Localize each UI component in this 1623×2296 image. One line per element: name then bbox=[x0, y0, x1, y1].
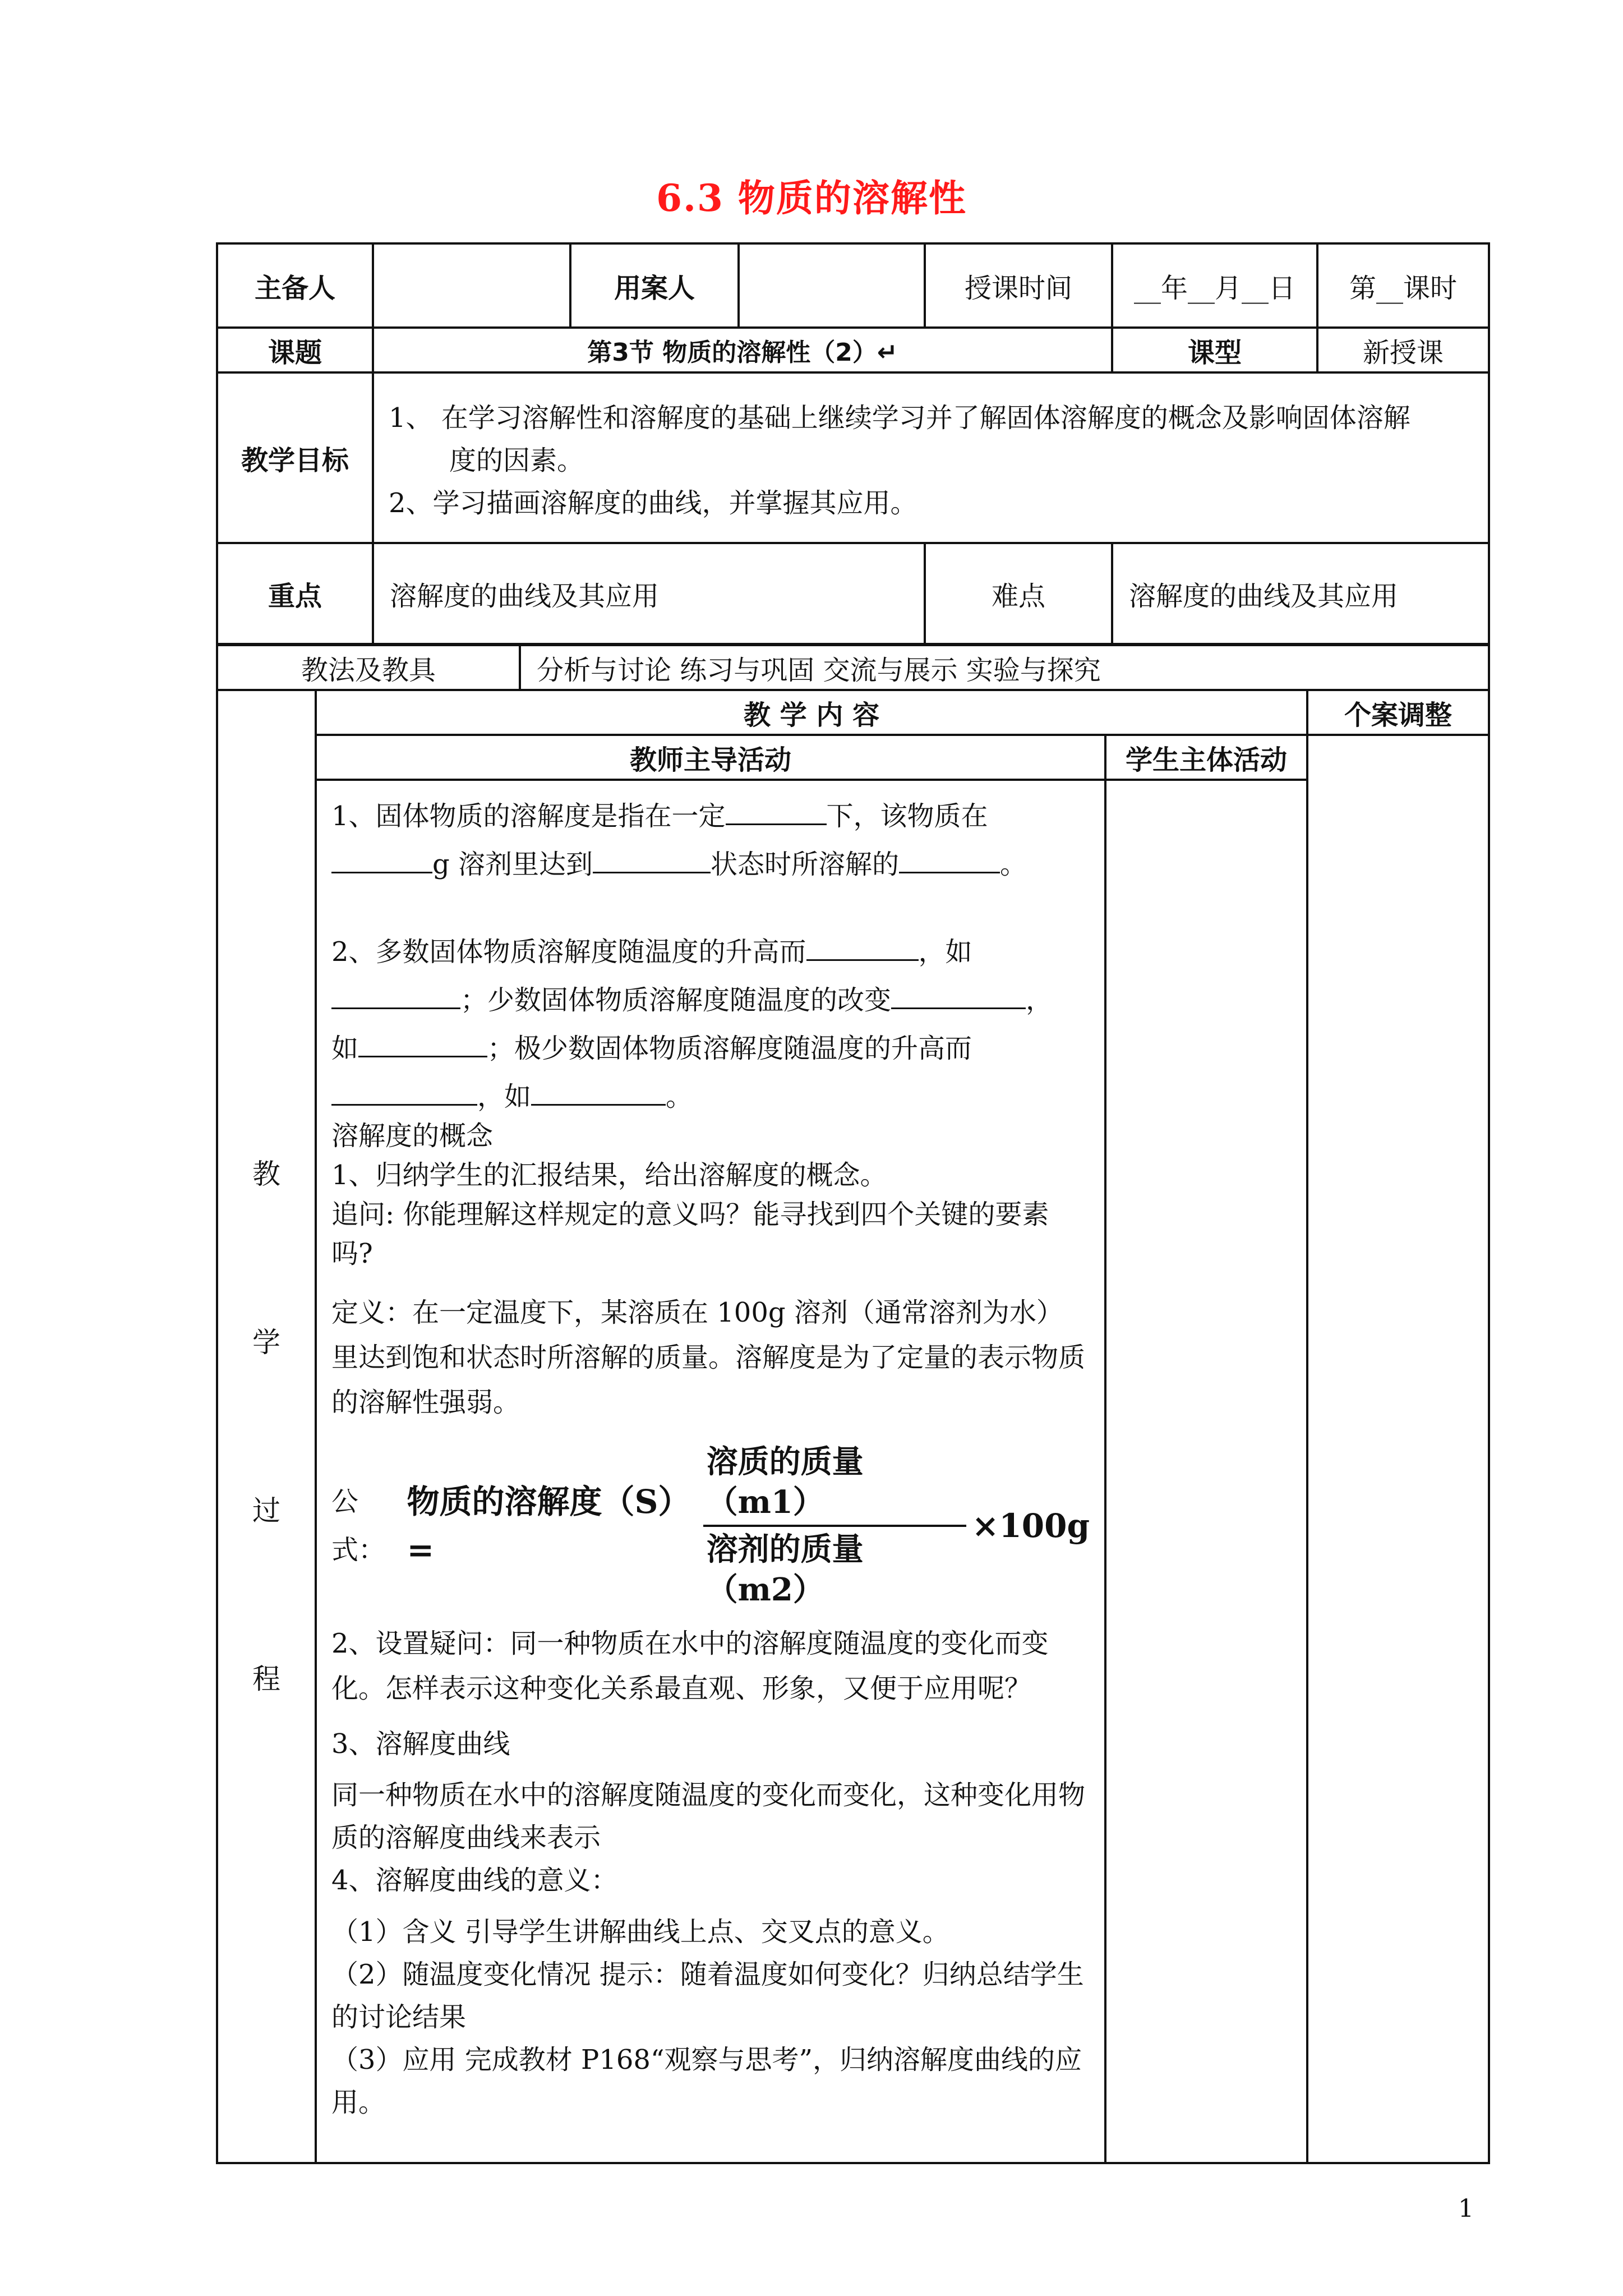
step-3-title: 3、溶解度曲线 bbox=[331, 1728, 510, 1760]
adjust-cell bbox=[1307, 735, 1489, 2163]
teacher-activity-content bbox=[316, 780, 1105, 2163]
methods-table bbox=[216, 644, 1490, 691]
goals-content bbox=[373, 372, 1489, 543]
lesson-type-value: 新授课 bbox=[1317, 328, 1489, 372]
question-1-cont: g 溶剂里达到 状态时所溶解的 。 bbox=[331, 840, 1090, 889]
difficulty-value: 溶解度的曲线及其应用 bbox=[1112, 543, 1489, 644]
page-number: 1 bbox=[1458, 2194, 1474, 2223]
period-value: 第__课时 bbox=[1317, 243, 1489, 328]
process-side-label bbox=[217, 690, 316, 2163]
question-2-cont-2: 如 ；极少数固体物质溶解度随温度的升高而 bbox=[331, 1024, 1090, 1073]
user-value bbox=[739, 243, 925, 328]
solubility-formula bbox=[331, 1442, 1090, 1610]
methods-label: 教法及教具 bbox=[217, 645, 520, 690]
goal-line-1-cont: 度的因素。 bbox=[449, 445, 584, 476]
side-char-4: 程 bbox=[252, 1663, 280, 1695]
lesson-info-table bbox=[216, 242, 1490, 645]
student-activity-content bbox=[1105, 780, 1307, 2163]
side-char-3: 过 bbox=[252, 1494, 280, 1527]
question-2: 2、多数固体物质溶解度随温度的升高而 ，如 bbox=[331, 928, 1090, 976]
teacher-activity-header: 教师主导活动 bbox=[316, 735, 1105, 780]
goal-line-2: 2、学习描画溶解度的曲线，并掌握其应用。 bbox=[389, 487, 917, 519]
key-point-value: 溶解度的曲线及其应用 bbox=[373, 543, 925, 644]
formula-numerator: 溶质的质量（m1） bbox=[703, 1442, 966, 1527]
adjust-header: 个案调整 bbox=[1307, 690, 1489, 735]
methods-value: 分析与讨论 练习与巩固 交流与展示 实验与探究 bbox=[520, 645, 1489, 690]
step-2-question: 2、设置疑问：同一种物质在水中的溶解度随温度的变化而变化。怎样表示这种变化关系最直观、形象，又便于应用呢？ bbox=[331, 1628, 1049, 1704]
formula-denominator: 溶剂的质量（m2） bbox=[706, 1531, 864, 1608]
teaching-process-table bbox=[216, 689, 1490, 2164]
formula-rhs: ×100g bbox=[971, 1507, 1090, 1545]
question-2-cont-3: ，如 。 bbox=[331, 1073, 1090, 1116]
formula-label: 公式： bbox=[331, 1486, 386, 1566]
meaning-1: （1）含义 引导学生讲解曲线上点、交叉点的意义。 bbox=[331, 1916, 949, 1948]
step-4-title: 4、溶解度曲线的意义： bbox=[331, 1865, 618, 1896]
side-char-2: 学 bbox=[252, 1326, 280, 1359]
preparer-label: 主备人 bbox=[217, 243, 373, 328]
step-3-text: 同一种物质在水中的溶解度随温度的变化而变化，这种变化用物质的溶解度曲线来表示 bbox=[331, 1779, 1086, 1853]
student-activity-header: 学生主体活动 bbox=[1105, 735, 1307, 780]
side-char-1: 教 bbox=[252, 1158, 280, 1190]
formula-fraction bbox=[703, 1442, 966, 1610]
question-2-cont: ；少数固体物质溶解度随温度的改变 ， bbox=[331, 976, 1090, 1024]
meaning-2: （2）随温度变化情况 提示：随着温度如何变化？归纳总结学生的讨论结果 bbox=[331, 1959, 1084, 2033]
topic-label: 课题 bbox=[217, 328, 373, 372]
preparer-value bbox=[373, 243, 570, 328]
question-1: 1、固体物质的溶解度是指在一定 下，该物质在 bbox=[331, 792, 1090, 840]
user-label: 用案人 bbox=[570, 243, 739, 328]
content-header: 教 学 内 容 bbox=[316, 690, 1307, 735]
concept-followup: 追问: 你能理解这样规定的意义吗？能寻找到四个关键的要素吗? bbox=[331, 1199, 1049, 1269]
definition: 定义：在一定温度下，某溶质在 100g 溶剂（通常溶剂为水）里达到饱和状态时所溶解的质量。溶解度是为了定量的表示物质的溶解性强弱。 bbox=[331, 1297, 1086, 1418]
goals-label: 教学目标 bbox=[217, 372, 373, 543]
key-point-label: 重点 bbox=[217, 543, 373, 644]
time-label: 授课时间 bbox=[925, 243, 1112, 328]
formula-lhs: 物质的溶解度（S）= bbox=[407, 1483, 691, 1569]
goal-line-1: 1、 在学习溶解性和溶解度的基础上继续学习并了解固体溶解度的概念及影响固体溶解 bbox=[389, 402, 1410, 434]
page-title: 6.3 物质的溶解性 bbox=[656, 176, 967, 220]
topic-value: 第3节 物质的溶解性（2）↵ bbox=[373, 328, 1112, 372]
concept-step-1: 1、归纳学生的汇报结果，给出溶解度的概念。 bbox=[331, 1159, 887, 1191]
concept-title: 溶解度的概念 bbox=[331, 1120, 494, 1152]
meaning-3: （3）应用 完成教材 P168“观察与思考”，归纳溶解度曲线的应用。 bbox=[331, 2044, 1082, 2118]
date-value: __年__月__日 bbox=[1112, 243, 1317, 328]
difficulty-label: 难点 bbox=[925, 543, 1112, 644]
lesson-type-label: 课型 bbox=[1112, 328, 1317, 372]
